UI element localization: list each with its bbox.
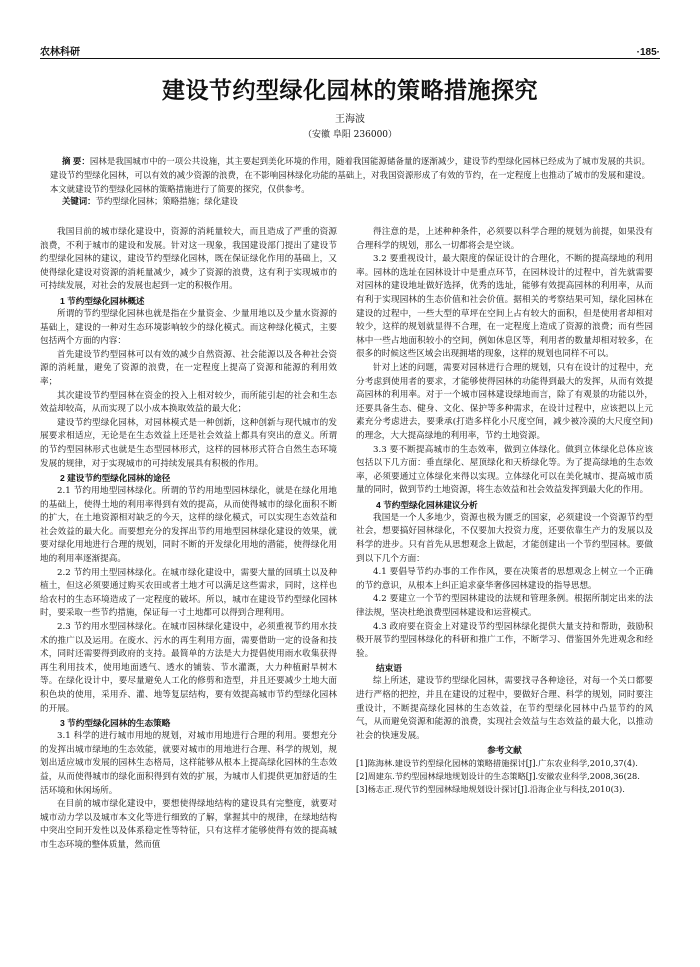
- reference-list: [356, 757, 653, 795]
- body-paragraph: 针对上述的问题，需要对园林进行合理的规划，只有在设计的过程中，充分考虑到使用者的要求，才能够使得园林的功能得到最大的发挥，从而有效提高园林的利用率。对于一个城市园林建设绿地而言，除了有观景的功能以外，还要具备生态、健身、文化、保护等多种需求，在设计过程中，应该把以上元素充分考虑进去，要秉承(打造多样化小尺度空间，减少被冷漠的大尺度空间)的理念，大大提高绿地的利用率，节约土地资源。: [356, 362, 653, 441]
- keywords: [62, 195, 650, 208]
- article-title: 建设节约型绿化园林的策略措施探究: [162, 77, 538, 103]
- section-heading: 4 节约型绿化园林建议分析: [376, 499, 478, 510]
- body-paragraph: 4.2 要建立一个节约型园林建设的法规和管理条例。根据所制定出来的法律法规，坚决杜绝浪费型园林建设和运营模式。: [356, 594, 653, 619]
- journal-name: 农林科研: [40, 47, 80, 58]
- abstract-label: 摘 要：: [62, 156, 90, 166]
- body-paragraph: 3.3 要不断提高城市的生态效率，做到立体绿化。做到立体绿化总体应该包括以下几方面：垂直绿化、屋顶绿化和天桥绿化等。为了提高绿地的生态效率，必须要通过立体绿化来得以实现。立体绿化可以在美化城市、提高城市质量的同时，做到节约土地资源，将生态效益和社会效益发挥到最大化的作用。: [356, 444, 653, 496]
- body-column-right: [356, 226, 653, 795]
- section-heading: 3 节约型绿化园林的生态策略: [60, 718, 171, 729]
- body-paragraph: 4.3 政府要在资金上对建设节约型园林绿化提供大量支持和帮助，鼓励积极开展节约型园林绿化的科研和推广工作，不断学习、借鉴国外先进观念和经验。: [356, 621, 653, 659]
- body-paragraph: 4.1 要倡导节约办事的工作作风，要在决策者的思想观念上树立一个正确的节约意识，从根本上纠正追求豪华奢侈园林建设的指导思想。: [356, 567, 653, 591]
- section-heading: 参考文献: [487, 745, 522, 756]
- body-paragraph: 3.1 科学的进行城市用地的规划，对城市用地进行合理的利用。要想充分的发挥出城市绿地的生态效能，就要对城市的用地进行合理、科学的规划，规划出适应城市发展的园林生态格局，这样能够从根本上提高绿化园林的生态效益，从而使得城市的绿化面积得到有效的扩展，为城市人们提供更加舒适的生活环境和休闲场所。: [40, 731, 337, 796]
- author-name: 王海波: [335, 114, 365, 125]
- body-paragraph: 综上所述，建设节约型绿化园林，需要找寻各种途径，对每一个关口都要进行严格的把控，并且在建设的过程中，要做好合理、科学的规划，同时要注重设计，不断提高绿化园林的生态效益，在节约型绿化园林中凸显节约的风气，从而避免资源和能源的浪费，实现社会效益与生态效益的最大化，以推动社会的快速发展。: [356, 676, 653, 741]
- section-heading: 结束语: [376, 663, 402, 674]
- body-paragraph: 2.1 节约用地型园林绿化。所谓的节约用地型园林绿化，就是在绿化用地的基础上，使得土地的利用率得到有效的提高，从而使得城市的绿化面积不断的扩大，在土地资源相对缺乏的今天，这样的绿化模式，可以实现生态效益和社会效益的最大化。而要想充分的发挥出节约用地型园林绿化建设的效果，就要对绿化用地进行合理的规划，同时不断的开发绿化用地的潜能，使得绿化用地的利用率逐渐提高。: [40, 486, 337, 565]
- body-paragraph: 得注意的是，上述种种条件，必须要以科学合理的规划为前提，如果没有合理科学的规划，那么一切都将会是空谈。: [356, 227, 653, 251]
- body-paragraph: 建设节约型绿化园林，对园林模式是一种创新，这种创新与现代城市的发展要求相适应，无论是在生态效益上还是社会效益上都具有突出的意义。所谓的节约型园林形式也就是生态型园林形式，这样的园林形式符合自然生态环境发展的规律，对于实现城市的可持续发展具有积极的作用。: [40, 417, 337, 469]
- body-paragraph: 我国目前的城市绿化建设中，资源的消耗量较大，而且造成了严重的资源浪费，不利于城市的建设和发展。针对这一现象，我国建设部门提出了建设节约型绿化园林的建议，建设节约型绿化园林，既在保证绿化作用的基础上，又使得绿化建设对资源的消耗量减少，减少了资源的浪费，这有利于实现城市的可持续发展，对社会的发展也起到一定的积极作用。: [40, 227, 337, 292]
- abstract: [50, 154, 650, 196]
- keywords-label: 关键词：: [62, 196, 96, 206]
- keywords-text: 节约型绿化园林；策略措施；绿化建设: [95, 196, 238, 206]
- reference-item: [3]杨志正.现代节约型园林绿地规划设计探讨[J].沿海企业与科技,2010(3).: [356, 783, 625, 794]
- section-heading: 2 建设节约型绿化园林的途径: [60, 473, 171, 484]
- body-paragraph: 3.2 要重视设计，最大限度的保证设计的合理化，不断的提高绿地的利用率。园林的选址在园林设计中是重点环节，在园林设计的过程中，首先就需要对园林的建设地址做好选择，优秀的选址，能够有效提高园林的利用率，从而有利于实现园林的生态价值和社会价值。据相关的考察结果可知，绿化园林在建设的过程中，一些大型的草坪在空间上占有较大的面积，但是使用者却相对较少，这样的规划就显得不合理，在一定程度上造成了资源的浪费；而有些园林中一些占地面积较小的空间，例如休息区等，利用者的数量却相对较多，在很多的时候这些区域会出现拥堵的现象，这样的规划也同样不可以。: [356, 254, 653, 360]
- author-affiliation: （安徽 阜阳 236000）: [302, 130, 398, 140]
- abstract-text: 园林是我国城市中的一项公共设施，其主要起到美化环境的作用，随着我国能源储备量的逐渐减少，建设节约型绿化园林已经成为了城市发展的共识。建设节约型绿化园林，可以有效的减少资源的浪费，在不影响园林绿化功能的基础上，对我国资源形成了有效的节约，在一定程度上也推动了城市的发展和建设。本文就建设节约型绿化园林的策略措施进行了简要的探究，仅供参考。: [50, 156, 650, 194]
- body-column-left: [40, 226, 337, 853]
- body-paragraph: 在目前的城市绿化建设中，要想使得绿地结构的建设具有完整度，就要对城市动力学以及城市本文化等进行细致的了解，掌握其中的规律，在绿地结构中突出空间开发性以及体系稳定性等特征，只有这样才能够使得有效的提高城市生态环境的整体质量，然而值: [40, 799, 337, 850]
- reference-item: [1]陈海林.建设节约型绿化园林的策略措施探讨[J].广东农业科学,2010,37(4).: [356, 758, 638, 769]
- section-heading: 1 节约型绿化园林概述: [60, 295, 145, 306]
- body-paragraph: 2.3 节约用水型园林绿化。在城市园林绿化建设中，必须重视节约用水技术的推广以及运用。在废水、污水的再生利用方面，需要借助一定的设备和技术，同时还需要得到政府的支持。最简单的方法是大力提倡使用雨水收集获得再生利用技术，使用地面透气、透水的铺装、节水灌溉，大力种植耐旱树木等。在绿化设计中，要尽量避免人工化的修剪和造型，并且还要减少土地大面积色块的使用，采用乔、灌、地等复层结构，要有效提高城市节约型绿化园林的开展。: [40, 622, 337, 714]
- body-paragraph: 我国是一个人多地少，资源也极为匮乏的国家，必须建设一个资源节约型社会，想要搞好园林绿化，不仅要加大投资力度，还要依靠生产力的发展以及科学的进步。只有首先从思想观念上做起，才能创建出一个节约型园林。要做到以下几个方面：: [356, 512, 653, 564]
- body-paragraph: 首先建设节约型园林可以有效的减少自然资源、社会能源以及各种社会资源的消耗量，避免了资源的浪费，在一定程度上提高了资源和能源的利用效率；: [40, 349, 337, 387]
- body-paragraph: 其次建设节约型园林在资金的投入上相对较少，而所能引起的社会和生态效益却较高，从而实现了以小成本换取效益的最大化；: [40, 390, 337, 415]
- page-number: ·185·: [636, 47, 660, 58]
- body-paragraph: 2.2 节约用土型园林绿化。在城市绿化建设中，需要大量的回填土以及种植土，但这必须要通过购买农田或者土地才可以满足这些需求，同时，这样也给农村的生态环境造成了一定程度的破坏。所以，城市在建设节约型绿化园林时，要采取一些节约措施，保证每一寸土地都可以得到合理利用。: [40, 567, 337, 619]
- body-paragraph: 所谓的节约型绿化园林也就是指在少量资金、少量用地以及少量水资源的基础上，建设的一种对生态环境影响较少的绿化模式。而这种绿化模式，主要包括两个方面的内容：: [40, 308, 337, 347]
- header-rule: [40, 58, 660, 59]
- reference-item: [2]周建东.节约型园林绿地规划设计的生态策略[J].安徽农业科学,2008,36(28.: [356, 770, 640, 781]
- running-header: [40, 40, 660, 58]
